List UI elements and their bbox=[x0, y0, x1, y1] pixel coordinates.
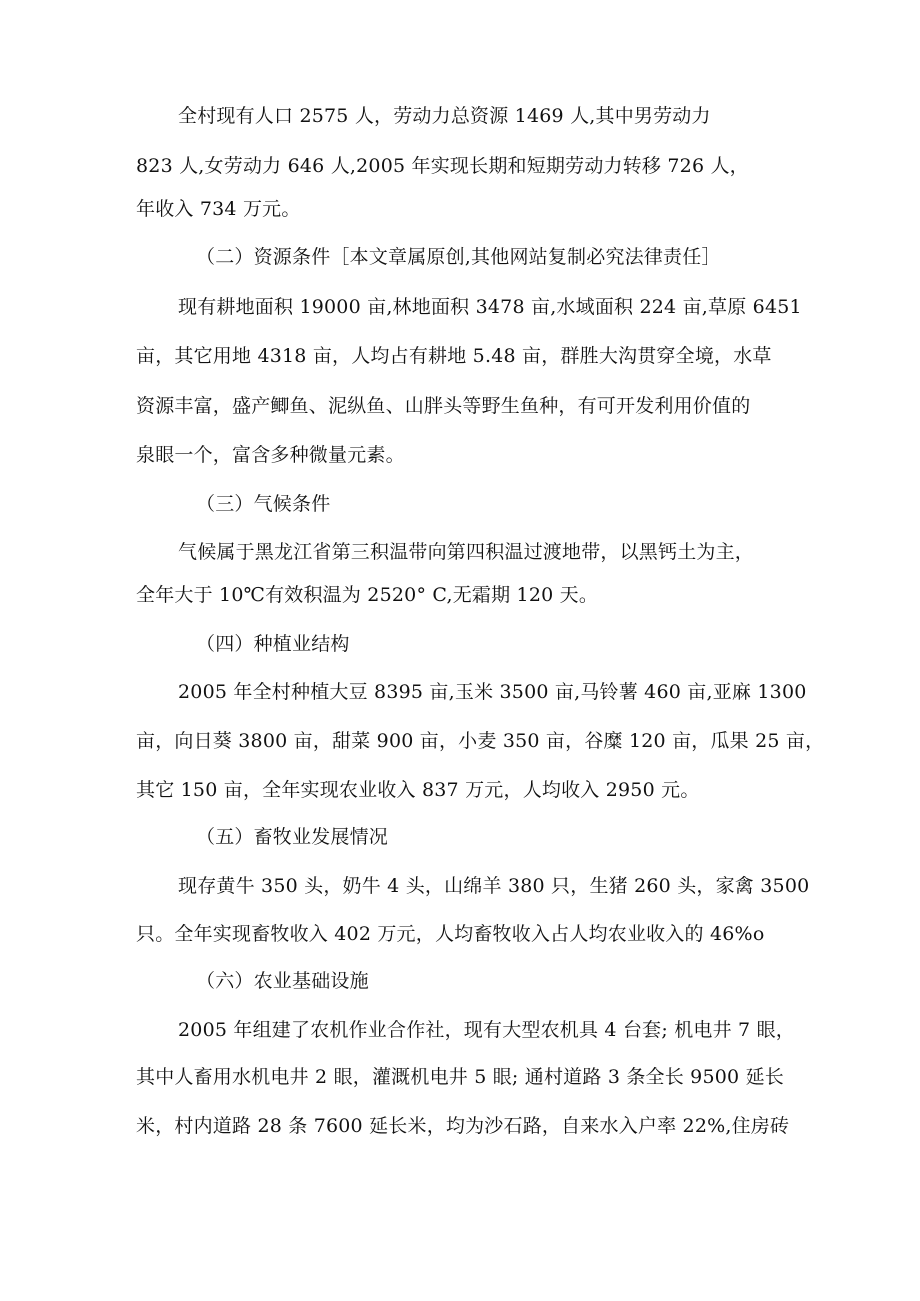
section-heading-planting: （四）种植业结构 bbox=[196, 633, 350, 655]
paragraph-line: 气候属于黑龙江省第三积温带向第四积温过渡地带，以黑钙土为主， bbox=[178, 541, 755, 563]
paragraph-line: 米，村内道路 28 条 7600 延长米，均为沙石路，自来水入户率 22%,住房砖 bbox=[136, 1115, 790, 1137]
paragraph-line: 只。全年实现畜牧收入 402 万元，人均畜牧收入占人均农业收入的 46%o bbox=[136, 923, 765, 945]
paragraph-line: 其中人畜用水机电井 2 眼，灌溉机电井 5 眼; 通村道路 3 条全长 9500 延长 bbox=[136, 1066, 784, 1088]
paragraph-line: 资源丰富，盛产鲫鱼、泥纵鱼、山胖头等野生鱼种，有可开发利用价值的 bbox=[136, 395, 751, 417]
paragraph-line: 其它 150 亩，全年实现农业收入 837 万元，人均收入 2950 元。 bbox=[136, 779, 700, 801]
section-heading-livestock: （五）畜牧业发展情况 bbox=[196, 826, 389, 848]
section-heading-climate: （三）气候条件 bbox=[196, 493, 331, 515]
paragraph-line: 现有耕地面积 19000 亩,林地面积 3478 亩,水域面积 224 亩,草原 6451 bbox=[178, 296, 802, 318]
paragraph-line: 全村现有人口 2575 人，劳动力总资源 1469 人,其中男劳动力 bbox=[178, 105, 711, 127]
section-heading-infrastructure: （六）农业基础设施 bbox=[196, 970, 369, 992]
paragraph-line: 泉眼一个，富含多种微量元素。 bbox=[136, 444, 405, 466]
paragraph-line: 亩，其它用地 4318 亩，人均占有耕地 5.48 亩，群胜大沟贯穿全境，水草 bbox=[136, 345, 772, 367]
paragraph-line: 现存黄牛 350 头，奶牛 4 头，山绵羊 380 只，生猪 260 头，家禽 3500 bbox=[178, 875, 810, 897]
paragraph-line: 823 人,女劳动力 646 人,2005 年实现长期和短期劳动力转移 726 人， bbox=[136, 155, 749, 177]
paragraph-line: 2005 年全村种植大豆 8395 亩,玉米 3500 亩,马铃薯 460 亩,亚麻 1300 bbox=[178, 681, 807, 703]
section-heading-resources: （二）资源条件［本文章属原创,其他网站复制必究法律责任］ bbox=[196, 246, 721, 268]
paragraph-line: 2005 年组建了农机作业合作社，现有大型农机具 4 台套; 机电井 7 眼， bbox=[178, 1019, 795, 1041]
paragraph-line: 全年大于 10℃有效积温为 2520° C,无霜期 120 天。 bbox=[136, 584, 599, 606]
paragraph-line: 年收入 734 万元。 bbox=[136, 198, 301, 220]
paragraph-line: 亩，向日葵 3800 亩，甜菜 900 亩，小麦 350 亩，谷糜 120 亩，瓜果 25 亩， bbox=[136, 730, 825, 752]
